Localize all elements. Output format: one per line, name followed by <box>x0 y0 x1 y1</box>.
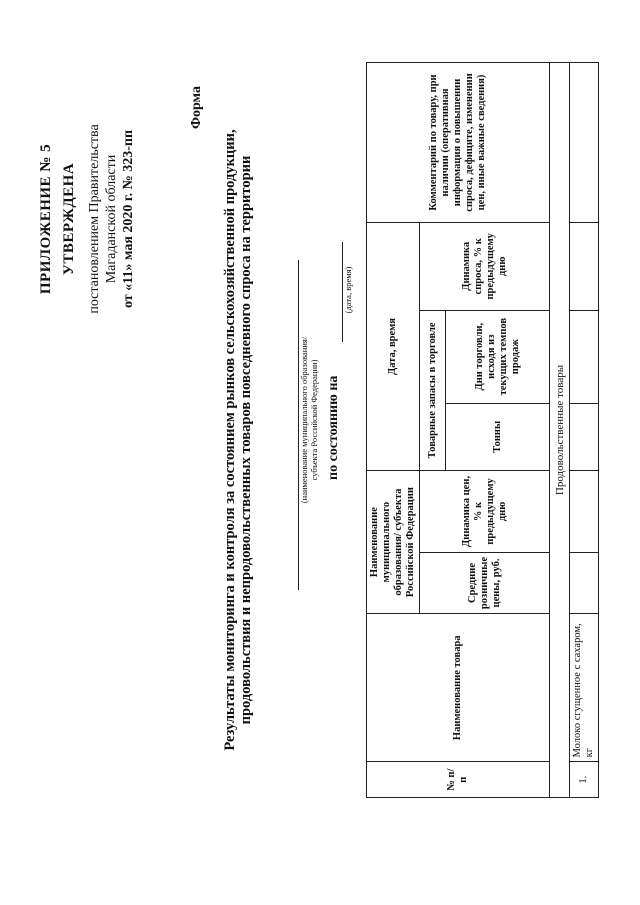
header-tons: Тонны <box>446 403 550 470</box>
state-as-of-label: по состоянию на <box>326 375 341 480</box>
municipality-hint <box>299 260 319 580</box>
header-municipality-group: Наименование муниципального образования/ субъекта Российской Федерации <box>367 471 420 614</box>
rotated-form-sheet <box>0 20 640 880</box>
document-title <box>222 120 254 760</box>
decree-line-1: постановлением Правительства <box>87 124 102 314</box>
header-product-name: Наименование товара <box>367 614 550 762</box>
row-demand-dynamics-cell <box>570 222 599 310</box>
header-datetime-group: Дата, время <box>367 222 420 470</box>
date-hint: (дата, время) <box>343 266 353 314</box>
approved-stamp: УТВЕРЖДЕНА <box>61 162 77 276</box>
row-comment-cell <box>570 63 599 223</box>
header-trading-days: Дни торговли, исходя из текущих темпов продаж <box>446 310 550 403</box>
row-number: 1. <box>570 762 599 798</box>
row-tons-cell <box>570 403 599 470</box>
row-product-name: Молоко сгущенное с сахаром, кг <box>570 614 599 762</box>
decree-line-2: Магаданской области <box>104 154 119 284</box>
table-row <box>570 63 599 798</box>
header-num: № п/п <box>367 762 550 798</box>
monitoring-table <box>366 62 599 798</box>
decree-line-3: от «11» мая 2020 г. № 323-пп <box>121 129 136 309</box>
title-line-1: Результаты мониторинга и контроля за состоянием рынков сельскохозяйственной продукции, <box>222 129 238 751</box>
approval-header <box>38 84 137 354</box>
row-trading-days-cell <box>570 310 599 403</box>
header-avg-price: Средние розничные цены, руб. <box>420 552 550 613</box>
header-price-dynamics: Динамика цен, % к предыдущему дню <box>420 471 550 553</box>
header-demand-dynamics: Динамика спроса, % к предыдущему дню <box>420 222 550 310</box>
row-avg-price-cell <box>570 552 599 613</box>
appendix-number: ПРИЛОЖЕНИЕ № 5 <box>38 143 54 295</box>
row-price-dynamics-cell <box>570 471 599 553</box>
header-stock-group: Товарные запасы в торговле <box>420 310 446 470</box>
municipality-hint-line-2: субъекта Российской Федерации) <box>309 359 319 481</box>
section-food-products: Продовольственные товары <box>550 63 570 798</box>
form-label: Форма <box>189 86 204 130</box>
title-line-2: продовольствия и непродовольственных товаров повседневного спроса на территории <box>238 155 254 725</box>
header-comment: Комментарий по товару, при наличии (оперативная информация о повышении спроса, дефиците, изменении цен, иные важные сведения) <box>367 63 550 223</box>
municipality-hint-line-1: (наименование муниципального образования/ <box>299 336 309 504</box>
